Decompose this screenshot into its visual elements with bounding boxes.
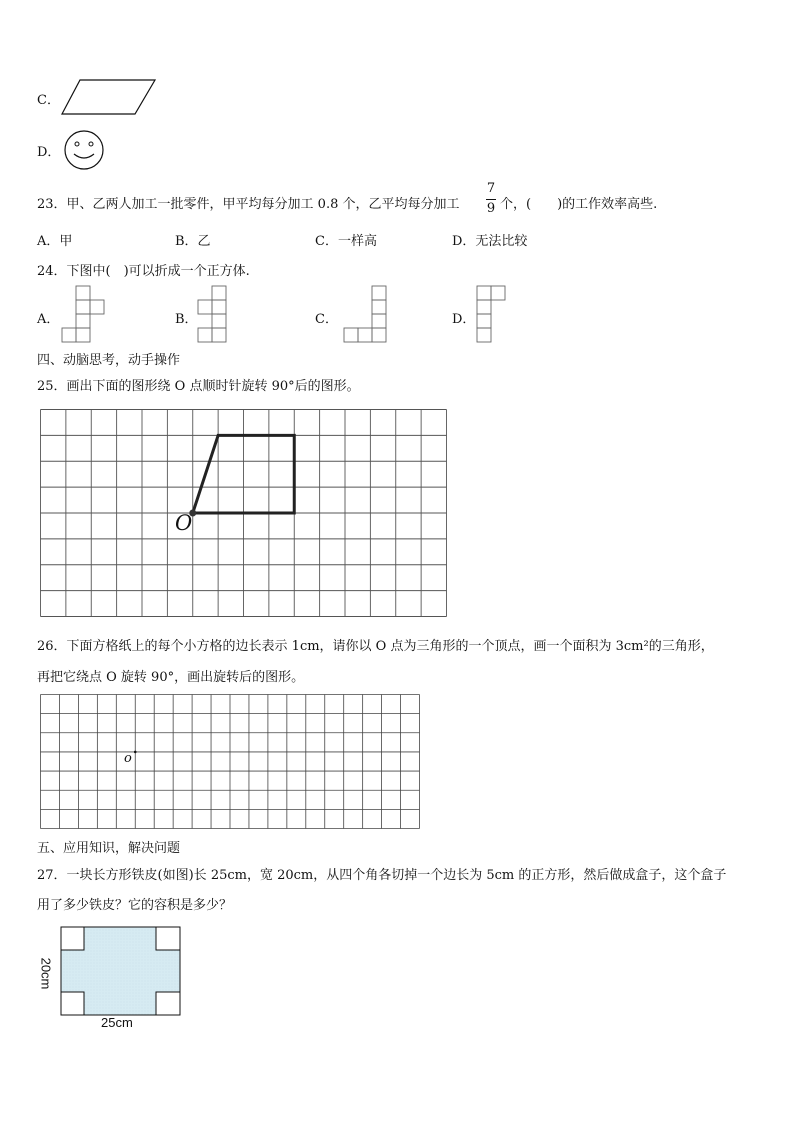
q24-question-text: 24．下图中( )可以折成一个正方体. [37,264,250,279]
q27-cut-corner-top-left [61,927,84,950]
smiley-face-icon [62,128,106,172]
cube-net-b-icon [198,285,238,345]
parallelogram-icon [60,78,160,118]
q26-point-o-label: o [124,751,132,766]
q27-question-text: 27．一块长方形铁皮(如图)长 25cm，宽 20cm，从四个角各切掉一个边长为 5cm 的正方形，然后做成盒子，这个盒子 [37,868,727,883]
q23-option-c: C．一样高 [315,234,377,249]
q26-question-text: 26．下面方格纸上的每个小方格的边长表示 1cm，请你以 O 点为三角形的一个顶点，画一个面积为 3cm²的三角形， [37,639,714,654]
q23-fraction-denominator: 9 [486,201,496,216]
q27-question-text-continued: 用了多少铁皮？它的容积是多少？ [37,898,233,913]
q27-sheet-shape [61,927,180,1015]
q23-question-text-end: 个，( )的工作效率高些. [500,197,658,212]
q23-option-d: D．无法比较 [452,234,528,249]
q24-option-b-label: B． [175,312,198,327]
q27-cut-corner-top-right [156,927,180,950]
q26-question-text-continued: 再把它绕点 O 旋转 90°，画出旋转后的图形。 [37,670,305,685]
q25-grid [40,409,448,618]
q27-cut-corner-bottom-left [61,992,84,1015]
q24-option-a-label: A． [37,312,60,327]
cube-net-c-icon [343,285,393,345]
q23-question-text: 23．甲、乙两人加工一批零件，甲平均每分加工 0.8 个，乙平均每分加工 [37,197,460,212]
q23-fraction-numerator: 7 [486,181,496,196]
q27-sheet-diagram [60,926,185,1018]
q23-option-b: B．乙 [175,234,211,249]
q26-grid [40,694,421,830]
q27-cut-corner-bottom-right [156,992,180,1015]
q22-option-d-label: D． [37,145,61,160]
q27-height-label: 20cm [38,957,54,990]
q27-width-label: 25cm [101,1015,133,1030]
q23-option-a: A．甲 [37,234,73,249]
q25-question-text: 25．画出下面的图形绕 O 点顺时针旋转 90°后的图形。 [37,379,360,394]
q23-fraction-bar [486,199,496,200]
q22-option-c-label: C． [37,93,60,108]
q24-option-c-label: C． [315,312,338,327]
q24-option-d-label: D． [452,312,476,327]
q26-point-o [134,751,137,754]
cube-net-d-icon [476,285,526,345]
q25-point-o-label: O [175,511,193,535]
section-four-heading: 四、动脑思考，动手操作 [37,353,181,368]
section-five-heading: 五、应用知识，解决问题 [37,841,181,856]
cube-net-a-icon [62,285,112,345]
